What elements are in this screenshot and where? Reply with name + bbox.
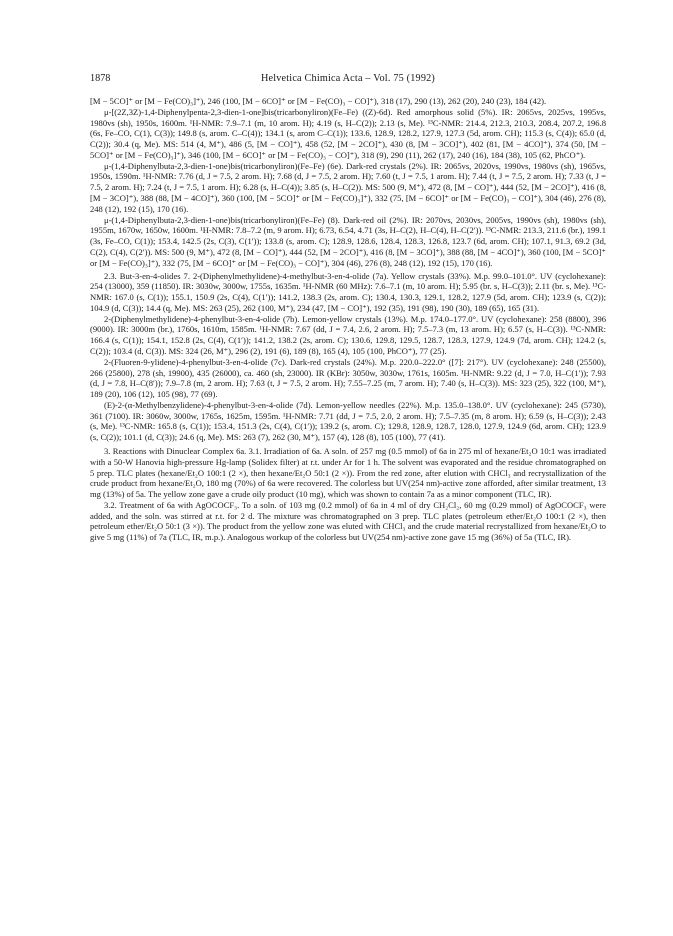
paragraph-compound-7b: 2-(Diphenylmethylidene)-4-phenylbut-3-en-4-olide (7b). Lemon-yellow crystals (13%). M.p. 174.0–177.0°. UV (cyclohexane): 258 (8800), 396 (9000). IR: 3000m (br.), 1760s, 1610m, 1585m. ¹H-NMR: 7.67 (dd, J = 7.4, 2.6, 2 arom. H); 7.5–7.3 (m, 13 arom. H); 6.57 (s, H–C(3)). ¹³C-NMR: 166.4 (s, C(1)); 154.1, 152.8 (2s, C(4), C(1′)); 141.2, 138.2 (2s, arom. C); 130.6, 129.8, 129.5, 128.7, 128.3, 127.9, 124.9 (7d, arom. CH); 124.2 (s, C(2)); 103.4 (d, C(3)). MS: 324 (26, M⁺), 296 (2), 191 (6), 189 (8), 165 (4), 105 (100, PhCO⁺), 77 (25). [90,313,606,356]
paragraph-compound-7d: (E)-2-(α-Methylbenzylidene)-4-phenylbut-3-en-4-olide (7d). Lemon-yellow needles (22%). M.p. 135.0–138.0°. UV (cyclohexane): 245 (5730), 361 (7100). IR: 3060w, 3000w, 1765s, 1625m, 1595m. ¹H-NMR: 7.71 (dd, J = 7.5, 2.0, 2 arom. H); 7.5–7.35 (m, 8 arom. H); 6.59 (s, H–C(3)); 2.43 (s, Me). ¹³C-NMR: 165.8 (s, C(1)); 153.4, 151.3 (2s, C(4), C(1′)); 139.2 (s, arom. C); 129.8, 128.9, 128.7, 128.0, 127.9, 124.9 (6d, arom. CH); 123.9 (s, C(2)); 101.1 (d, C(3)); 24.6 (q, Me). MS: 263 (7), 262 (30, M⁺), 157 (4), 128 (8), 105 (100), 77 (41). [90,399,606,443]
paragraph-section-3-2: 3.2. Treatment of 6a with AgOCOCF₃. To a soln. of 103 mg (0.2 mmol) of 6a in 4 ml of dry CH₂Cl₂, 60 mg (0.29 mmol) of AgOCOCF₃ were added, and the soln. was stirred at r.t. for 2 d. The mixture was chromatographed on 3 prep. TLC plates (petroleum ether/Et₂O 100:1 (2 ×), then petroleum ether/Et₂O 50:1 (3 ×)). The product from the yellow zone was eluted with CHCl₃ and the crude material recrystallized from hexane/Et₂O to give 5 mg (11%) of 7a (TLC, IR, m.p.). Analogous workup of the colorless but UV(254 nm)-active zone gave 15 mg (36%) of 5a (TLC, IR). [90,499,606,543]
paragraph-compound-6e: μ-(1,4-Diphenylbuta-2,3-dien-1-one)bis(tricarbonyliron)(Fe–Fe) (6e). Dark-red crystals (2%). IR: 2065vs, 2020vs, 1990vs, 1980vs (sh), 1965vs, 1950s, 1590m. ¹H-NMR: 7.76 (d, J = 7.5, 2 arom. H); 7.68 (d, J = 7.5, 2 arom. H); 7.60 (t, J = 7.5, 1 arom. H); 7.44 (t, J = 7.5, 2 arom. H); 7.33 (t, J = 7.5, 2 arom. H); 7.24 (t, J = 7.5, 1 arom. H); 6.28 (s, H–C(4)); 3.85 (s, H–C(2)). MS: 500 (9, M⁺), 472 (8, [M − CO]⁺), 444 (52, [M − 2CO]⁺), 416 (8, [M − 3CO]⁺), 388 (88, [M − 4CO]⁺), 360 (100, [M − 5CO]⁺ or [M − Fe(CO)₃]⁺), 332 (75, [M − 6CO]⁺ or [M − Fe(CO)₃ − CO]⁺), 304 (46), 276 (8), 248 (12), 192 (15), 170 (16). [90,160,606,214]
paragraph-section-3-1: 3. Reactions with Dinuclear Complex 6a. 3.1. Irradiation of 6a. A soln. of 257 mg (0.5 mmol) of 6a in 275 ml of hexane/Et₂O 10:1 was irradiated with a 50-W Hanovia high-pressure Hg-lamp (Solidex filter) at r.t. under Ar for 1 h. The solvent was evaporated and the residue chromatographed on 5 prep. TLC plates (hexane/Et₂O 100:1 (2 ×), then hexane/Et₂O 50:1 (2 ×)). From the red zone, after elution with CHCl₃ and recrystallization of the crude product from hexane/Et₂O, 180 mg (70%) of 6a were recovered. The colorless but UV(254 nm)-active zone afforded, after similar treatment, 13 mg (13%) of 5a. The yellow zone gave a crude oily product (10 mg), which was shown to contain 7a as a minor component (TLC, IR). [90,446,606,500]
paragraph-section-2-3-7a: 2.3. But-3-en-4-olides 7. 2-(Diphenylmethylidene)-4-methylbut-3-en-4-olide (7a). Yellow crystals (33%). M.p. 99.0–101.0°. UV (cyclohexane): 254 (13000), 359 (11850). IR: 3030w, 3000w, 1755s, 1635m. ¹H-NMR (60 MHz): 7.6–7.1 (m, 10 arom. H); 5.95 (br. s, H–C(3)); 2.11 (br. s, Me). ¹³C-NMR: 167.0 (s, C(1)); 155.1, 150.9 (2s, C(4), C(1′)); 141.2, 138.3 (2s, arom. C); 130.4, 130.3, 129.1, 128.2, 127.9 (5d, arom. CH); 123.9 (s, C(2)); 104.9 (d, C(3)); 14.4 (q, Me). MS: 263 (25), 262 (100, M⁺), 234 (47, [M − CO]⁺), 192 (35), 191 (98), 190 (30), 189 (65), 165 (31). [90,270,606,313]
paragraph-compound-7c: 2-(Fluoren-9-ylidene)-4-phenylbut-3-en-4-olide (7c). Dark-red crystals (24%). M.p. 220.0–222.0° ([7]: 217°). UV (cyclohexane): 248 (25500), 266 (25800), 278 (sh, 19900), 435 (26000), ca. 460 (sh, 23000). IR (KBr): 3050w, 3030w, 1761s, 1605m. ¹H-NMR: 9.22 (d, J = 7.0, H–C(1′)); 7.93 (d, J = 7.8, H–C(8′)); 7.9–7.8 (m, 2 arom. H); 7.63 (t, J = 7.5, 2 arom. H); 7.55–7.25 (m, 7 arom. H); 7.40 (s, H–C(3)). MS: 323 (25), 322 (100, M⁺), 189 (20), 106 (12), 105 (98), 77 (69). [90,356,606,400]
body-text [90,96,606,543]
paragraph-continuation: [M − 5CO]⁺ or [M − Fe(CO)₃]⁺), 246 (100, [M − 6CO]⁺ or [M − Fe(CO)₃ − CO]⁺), 318 (17), 290 (13), 262 (20), 240 (23), 184 (42). [90,96,547,106]
journal-title: Helvetica Chimica Acta – Vol. 75 (1992) [260,73,436,84]
paragraph-compound-z-6d: μ-[(2Z,3Z)-1,4-Diphenylpenta-2,3-dien-1-one]bis(tricarbonyliron)(Fe–Fe) ((Z)-6d). Red amorphous solid (5%). IR: 2065vs, 2025vs, 1995vs, 1980vs (sh), 1950s, 1600m. ¹H-NMR: 7.9–7.1 (m, 10 arom. H); 4.19 (s, H–C(2)); 2.13 (s, Me). ¹³C-NMR: 214.4, 212.3, 210.3, 208.4, 207.2, 196.8 (6s, Fe–CO, C(1), C(3)); 149.8 (s, arom. C–C(4)); 134.1 (s, arom C–C(1)); 133.6, 128.9, 128.2, 127.9, 127.3 (5d, arom. CH); 115.3 (s, C(4)); 65.0 (d, C(2)); 30.4 (q, Me). MS: 514 (4, M⁺), 486 (5, [M − CO]⁺), 458 (52, [M − 2CO]⁺), 430 (8, [M − 3CO]⁺), 402 (81, [M − 4CO]⁺), 374 (50, [M − 5CO]⁺ or [M − Fe(CO)₃]⁺), 346 (100, [M − 6CO]⁺ or [M − Fe(CO)₃ − CO]⁺), 318 (9), 290 (11), 262 (17), 240 (16), 184 (38), 105 (62, PhCO⁺). [90,106,606,160]
running-header [90,72,606,86]
paragraph-compound-8: μ-(1,4-Diphenylbuta-2,3-dien-1-one)bis(tricarbonyliron)(Fe–Fe) (8). Dark-red oil (2%). IR: 2070vs, 2030vs, 2005vs, 1990vs (sh), 1980vs (sh), 1955m, 1670w, 1650w, 1600m. ¹H-NMR: 7.8–7.2 (m, 9 arom. H); 6.73, 6.54, 4.71 (3s, H–C(2), H–C(4), H–C(2′)). ¹³C-NMR: 213.3, 211.6 (br.), 199.1 (3s, Fe–CO, C(1)); 153.4, 142.5 (2s, C(3), C(1′)); 133.8 (s, arom. C); 128.9, 128.6, 128.4, 128.3, 126.8, 123.7 (6d, arom. CH); 107.1, 91.3, 69.2 (3d, C(2), C(4), C(2′)). MS: 500 (9, M⁺), 472 (8, [M − CO]⁺), 444 (52, [M − 2CO]⁺), 416 (8, [M − 3CO]⁺), 388 (88, [M − 4CO]⁺), 360 (100, [M − 5CO]⁺ or [M − Fe(CO)₃]⁺), 332 (75, [M − 6CO]⁺ or [M − Fe(CO)₃ − CO]⁺), 304 (46), 276 (8), 248 (12), 192 (15), 170 (16). [90,214,606,268]
page-number: 1878 [90,73,111,84]
